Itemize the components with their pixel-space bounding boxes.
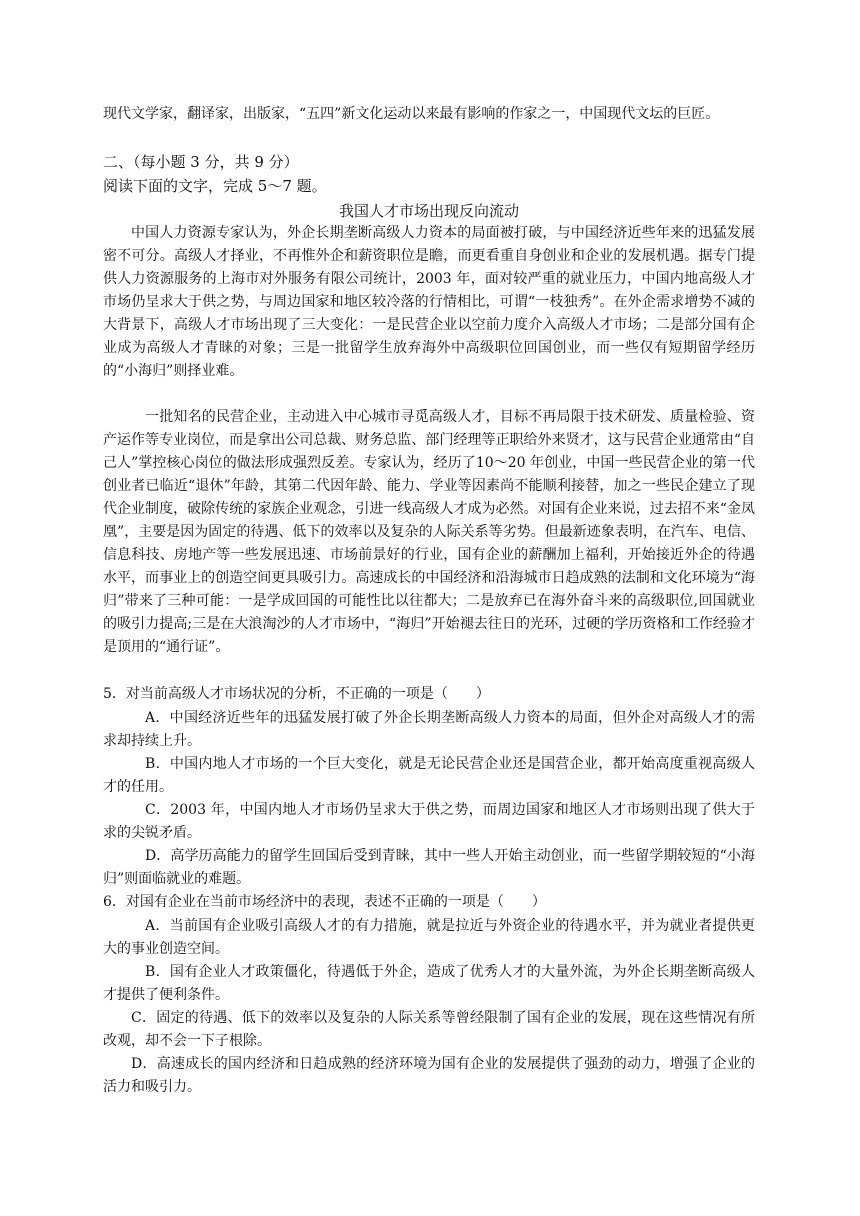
question-6-option-a: A．当前国有企业吸引高级人才的有力措施，就是拉近与外资企业的待遇水平，并为就业者提供更大的事业创造空间。: [103, 918, 755, 957]
question-6-option-b: B．国有企业人才政策僵化，待遇低于外企，造成了优秀人才的大量外流，为外企长期垄断高级人才提供了便利条件。: [103, 964, 755, 1003]
question-6-option-d: D．高速成长的国内经济和日趋成熟的经济环境为国有企业的发展提供了强劲的动力，增强了企业的活力和吸引力。: [103, 1056, 755, 1095]
question-5-option-a: A．中国经济近些年的迅猛发展打破了外企长期垄断高级人力资本的局面，但外企对高级人才的需求却持续上升。: [103, 710, 755, 749]
article-title: 我国人才市场出现反向流动: [338, 202, 519, 220]
section-instruction: 阅读下面的文字，完成 5～7 题。: [103, 177, 327, 195]
intro-text: 现代文学家，翻译家，出版家，“五四”新文化运动以来最有影响的作家之一，中国现代文坛的巨匠。: [103, 106, 720, 122]
question-5-option-d: D．高学历高能力的留学生回国后受到青睐，其中一些人开始主动创业，而一些留学期较短的“小海归”则面临就业的难题。: [103, 848, 755, 887]
question-5-stem: 5．对当前高级人才市场状况的分析，不正确的一项是（ ）: [103, 686, 490, 702]
section-heading: 二、（每小题 3 分，共 9 分）: [103, 153, 299, 171]
question-6-option-c: C．固定的待遇、低下的效率以及复杂的人际关系等曾经限制了国有企业的发展，现在这些情况有所改观，却不会一下子根除。: [103, 1010, 755, 1049]
question-5-option-c: C．2003 年，中国内地人才市场仍呈求大于供之势，而周边国家和地区人才市场则出现了供大于求的尖锐矛盾。: [103, 802, 755, 841]
article-paragraph-2: 一批知名的民营企业，主动进入中心城市寻觅高级人才，目标不再局限于技术研发、质量检验、资产运作等专业岗位，而是拿出公司总裁、财务总监、部门经理等正职给外来贤才，这与民营企业通常由“自己人”掌控核心岗位的做法形成强烈反差。专家认为，经历了10～20 年创业，中国一些民营企业的第一代创业者已临近“退休”年龄，其第二代因年龄、能力、学业等因素尚不能顺利接替，加之一些民企建立了现代企业制度，破除传统的家族企业观念，引进一线高级人才成为必然。对国有企业来说，过去招不来“金凤凰”，主要是因为固定的待遇、低下的效率以及复杂的人际关系等劣势。但最新迹象表明，在汽车、电信、信息科技、房地产等一些发展迅速、市场前景好的行业，国有企业的薪酬加上福利，开始接近外企的待遇水平，而事业上的创造空间更具吸引力。高速成长的中国经济和沿海城市日趋成熟的法制和文化环境为“海归”带来了三种可能：一是学成回国的可能性比以往都大；二是放弃已在海外奋斗来的高级职位,回国就业的吸引力提高;三是在大浪淘沙的人才市场中，“海归”开始褪去往日的光环，过硬的学历资格和工作经验才是顶用的“通行证”。: [103, 409, 755, 655]
question-5-option-b: B．中国内地人才市场的一个巨大变化，就是无论民营企业还是国营企业，都开始高度重视高级人才的任用。: [103, 756, 755, 795]
question-6-stem: 6．对国有企业在当前市场经济中的表现，表述不正确的一项是（ ）: [103, 894, 546, 910]
article-paragraph-1: 中国人力资源专家认为，外企长期垄断高级人力资本的局面被打破，与中国经济近些年来的迅猛发展密不可分。高级人才择业，不再惟外企和薪资职位是瞻，而更看重自身创业和企业的发展机遇。据专门提供人力资源服务的上海市对外服务有限公司统计，2003 年，面对较严重的就业压力，中国内地高级人才市场仍呈求大于供之势，与周边国家和地区较冷落的行情相比，可谓“一枝独秀”。在外企需求增势不减的大背景下，高级人才市场出现了三大变化：一是民营企业以空前力度介入高级人才市场；二是部分国有企业成为高级人才青睐的对象；三是一批留学生放弃海外中高级职位回国创业，而一些仅有短期留学经历的“小海归”则择业难。: [103, 225, 755, 379]
